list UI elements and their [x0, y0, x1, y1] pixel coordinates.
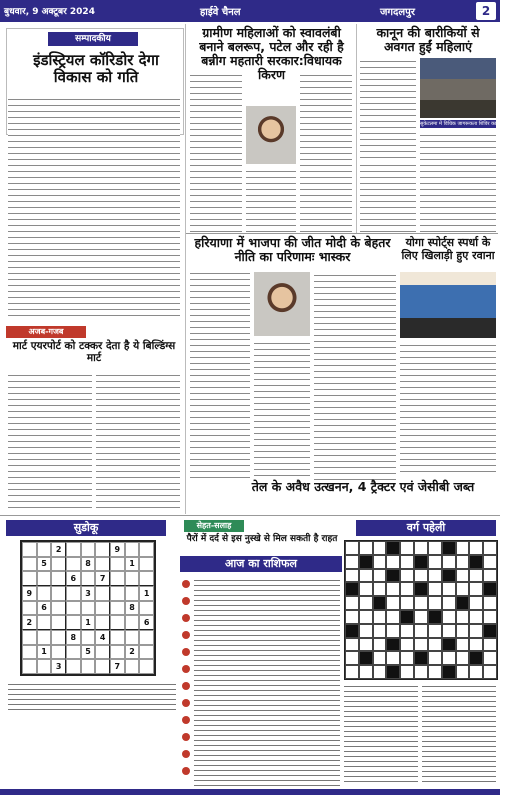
- crossword-cell: [373, 638, 387, 652]
- crossword-cell: [373, 624, 387, 638]
- sudoku-cell: [66, 542, 81, 557]
- lead-body-col3: [300, 72, 352, 232]
- right-body-col3: [360, 162, 416, 232]
- crossword-cell: [359, 610, 373, 624]
- sudoku-cell: [110, 586, 125, 601]
- crossword-cell: [345, 596, 359, 610]
- crossword-cell: [386, 596, 400, 610]
- crossword-cell: [414, 541, 428, 555]
- sudoku-cell: [81, 659, 96, 674]
- sudoku-cell: [51, 601, 66, 616]
- sudoku-cell: [81, 601, 96, 616]
- zodiac-sign-icon: [182, 597, 190, 605]
- editorial-body: [8, 96, 180, 321]
- sudoku-cell: [37, 659, 52, 674]
- right-body-col2: [420, 132, 496, 232]
- sudoku-cell: [37, 615, 52, 630]
- crossword-cell: [414, 582, 428, 596]
- crossword-cell: [456, 624, 470, 638]
- crossword-cell: [456, 582, 470, 596]
- crossword-cell: [414, 610, 428, 624]
- sudoku-cell: 9: [110, 542, 125, 557]
- sudoku-cell: [37, 542, 52, 557]
- sudoku-cell: [139, 571, 154, 586]
- zodiac-sign-icon: [182, 614, 190, 622]
- crossword-cell: [483, 638, 497, 652]
- crossword-cell: [456, 665, 470, 679]
- crossword-cell: [469, 582, 483, 596]
- tractor-headline: तेल के अवैध उत्खनन, 4 ट्रैक्टर एवं जेसीबी जब्त: [251, 479, 475, 494]
- crossword-cell: [359, 541, 373, 555]
- lead-body-col1: [190, 72, 242, 232]
- sudoku-grid: [20, 540, 156, 676]
- crossword-cell: [400, 569, 414, 583]
- yoga-photo: [400, 272, 496, 338]
- ajab-gajab-label: अजब-गजब: [6, 326, 86, 338]
- lead-body-col2: [246, 168, 296, 232]
- crossword-cell: [386, 569, 400, 583]
- crossword-cell: [400, 596, 414, 610]
- section-divider: [0, 515, 500, 516]
- crossword-cell: [428, 596, 442, 610]
- yoga-body: [400, 342, 496, 476]
- sudoku-cell: 5: [37, 557, 52, 572]
- crossword-cell: [373, 569, 387, 583]
- ajab-gajab-body-col1: [8, 372, 92, 512]
- sudoku-cell: [125, 615, 140, 630]
- crossword-cell: [442, 582, 456, 596]
- zodiac-sign-icon: [182, 733, 190, 741]
- crossword-clues-across: [344, 684, 418, 784]
- crossword-cell: [469, 569, 483, 583]
- haryana-body-col2: [254, 340, 310, 480]
- crossword-cell: [456, 569, 470, 583]
- sudoku-cell: [51, 630, 66, 645]
- crossword-cell: [386, 624, 400, 638]
- sudoku-cell: [139, 630, 154, 645]
- crossword-cell: [442, 569, 456, 583]
- zodiac-sign-icon: [182, 580, 190, 588]
- zodiac-sign-icon: [182, 750, 190, 758]
- section-divider: [186, 233, 498, 234]
- sudoku-cell: [95, 615, 110, 630]
- crossword-cell: [428, 651, 442, 665]
- crossword-cell: [442, 541, 456, 555]
- sudoku-cell: 1: [37, 645, 52, 660]
- sudoku-cell: 7: [110, 659, 125, 674]
- crossword-cell: [345, 638, 359, 652]
- sudoku-cell: [95, 601, 110, 616]
- sudoku-cell: 8: [81, 557, 96, 572]
- sudoku-cell: [125, 542, 140, 557]
- crossword-cell: [442, 624, 456, 638]
- crossword-cell: [428, 555, 442, 569]
- haryana-headline: हरियाणा में भाजपा की जीत मोदी के बेहतर नीति का परिणामः भास्कर: [194, 235, 391, 264]
- crossword-cell: [359, 624, 373, 638]
- page-header: [0, 0, 500, 22]
- right-headline: कानून की बारीकियों से अवगत हुईं महिलाएं: [376, 25, 480, 54]
- crossword-cell: [359, 596, 373, 610]
- sudoku-cell: 6: [37, 601, 52, 616]
- lead-photo: [246, 106, 296, 164]
- sudoku-cell: [22, 645, 37, 660]
- zodiac-sign-icon: [182, 716, 190, 724]
- zodiac-sign-icon: [182, 648, 190, 656]
- crossword-cell: [456, 651, 470, 665]
- crossword-cell: [483, 555, 497, 569]
- crossword-cell: [414, 665, 428, 679]
- sudoku-cell: [22, 557, 37, 572]
- crossword-title: वर्ग पहेली: [356, 520, 496, 536]
- crossword-cell: [469, 638, 483, 652]
- sudoku-cell: [110, 557, 125, 572]
- edition-city: जगदलपुर: [380, 7, 415, 18]
- sudoku-cell: [110, 601, 125, 616]
- crossword-cell: [469, 651, 483, 665]
- crossword-cell: [400, 651, 414, 665]
- zodiac-sign-icon: [182, 665, 190, 673]
- sudoku-cell: 6: [66, 571, 81, 586]
- crossword-cell: [386, 555, 400, 569]
- sudoku-cell: [22, 601, 37, 616]
- crossword-cell: [386, 651, 400, 665]
- issue-date: बुधवार, 9 अक्टूबर 2024: [4, 7, 95, 17]
- crossword-cell: [373, 665, 387, 679]
- crossword-cell: [469, 541, 483, 555]
- sudoku-cell: [139, 557, 154, 572]
- sudoku-cell: [22, 571, 37, 586]
- crossword-cell: [456, 610, 470, 624]
- crossword-cell: [414, 651, 428, 665]
- sehat-salah-headline: पैरों में दर्द से इस नुस्खे से मिल सकती है राहत: [186, 534, 338, 544]
- crossword-cell: [414, 569, 428, 583]
- editorial-headline: इंडस्ट्रियल कॉरिडोर देगा विकास को गति: [33, 51, 159, 86]
- sudoku-cell: [66, 586, 81, 601]
- sudoku-cell: [125, 659, 140, 674]
- crossword-cell: [345, 665, 359, 679]
- sudoku-cell: [51, 645, 66, 660]
- sudoku-cell: 3: [81, 586, 96, 601]
- crossword-cell: [345, 582, 359, 596]
- crossword-cell: [373, 582, 387, 596]
- crossword-cell: [428, 624, 442, 638]
- crossword-cell: [442, 610, 456, 624]
- crossword-cell: [483, 541, 497, 555]
- yoga-headline: योगा स्पोर्ट्स स्पर्धा के लिए खिलाड़ी हुए रवाना: [401, 236, 495, 262]
- sudoku-cell: [66, 659, 81, 674]
- sudoku-cell: [125, 571, 140, 586]
- crossword-cell: [456, 555, 470, 569]
- crossword-cell: [483, 582, 497, 596]
- crossword-cell: [400, 541, 414, 555]
- crossword-cell: [373, 610, 387, 624]
- crossword-cell: [428, 610, 442, 624]
- crossword-cell: [483, 596, 497, 610]
- sudoku-cell: 9: [22, 586, 37, 601]
- haryana-body-col3: [314, 272, 396, 480]
- sudoku-cell: [37, 630, 52, 645]
- zodiac-sign-icon: [182, 682, 190, 690]
- crossword-cell: [483, 569, 497, 583]
- sudoku-cell: [51, 571, 66, 586]
- zodiac-sign-icon: [182, 699, 190, 707]
- sudoku-cell: [81, 542, 96, 557]
- horoscope-body: [194, 578, 340, 786]
- crossword-cell: [442, 638, 456, 652]
- crossword-cell: [400, 610, 414, 624]
- crossword-cell: [386, 582, 400, 596]
- right-body-col1: [360, 58, 416, 158]
- sudoku-cell: [95, 659, 110, 674]
- crossword-cell: [373, 541, 387, 555]
- sudoku-cell: [110, 645, 125, 660]
- page-number: 2: [476, 2, 496, 20]
- sudoku-cell: [139, 645, 154, 660]
- footer-strip: [0, 789, 500, 795]
- right-photo: [420, 58, 496, 118]
- crossword-cell: [400, 582, 414, 596]
- haryana-photo: [254, 272, 310, 336]
- crossword-cell: [414, 555, 428, 569]
- sudoku-cell: [66, 601, 81, 616]
- sudoku-cell: [66, 645, 81, 660]
- sehat-salah-label: सेहत-सलाह: [184, 520, 244, 532]
- crossword-grid: [344, 540, 498, 680]
- crossword-cell: [428, 541, 442, 555]
- crossword-cell: [456, 541, 470, 555]
- crossword-cell: [359, 651, 373, 665]
- sudoku-cell: [37, 586, 52, 601]
- sudoku-cell: [37, 571, 52, 586]
- crossword-cell: [469, 665, 483, 679]
- crossword-clues-down: [422, 684, 496, 784]
- sudoku-cell: [139, 659, 154, 674]
- sudoku-cell: 8: [66, 630, 81, 645]
- crossword-cell: [469, 596, 483, 610]
- horoscope-title: आज का राशिफल: [180, 556, 342, 572]
- sudoku-cell: [110, 630, 125, 645]
- lead-headline: ग्रामीण महिलाओं को स्वावलंबी बनाने बलरूप, पटेल और रही है बन्नीग महतारी सरकार:विधायक किरण: [199, 25, 344, 82]
- sudoku-cell: [125, 586, 140, 601]
- crossword-cell: [414, 638, 428, 652]
- crossword-cell: [345, 555, 359, 569]
- sudoku-cell: [110, 615, 125, 630]
- haryana-body-col1: [190, 270, 250, 480]
- sudoku-cell: [51, 615, 66, 630]
- crossword-cell: [386, 665, 400, 679]
- crossword-cell: [442, 555, 456, 569]
- crossword-cell: [456, 638, 470, 652]
- crossword-cell: [414, 596, 428, 610]
- crossword-cell: [345, 651, 359, 665]
- sudoku-cell: 4: [95, 630, 110, 645]
- column-rule: [356, 24, 357, 234]
- crossword-cell: [373, 596, 387, 610]
- crossword-cell: [469, 555, 483, 569]
- sudoku-cell: 6: [139, 615, 154, 630]
- sudoku-cell: [51, 586, 66, 601]
- crossword-cell: [345, 624, 359, 638]
- column-rule: [185, 24, 186, 514]
- crossword-cell: [483, 624, 497, 638]
- crossword-cell: [400, 665, 414, 679]
- sudoku-cell: 2: [51, 542, 66, 557]
- crossword-cell: [428, 569, 442, 583]
- sudoku-cell: [95, 542, 110, 557]
- sudoku-cell: 2: [125, 645, 140, 660]
- crossword-cell: [456, 596, 470, 610]
- sudoku-cell: 1: [125, 557, 140, 572]
- sudoku-cell: [66, 615, 81, 630]
- sudoku-cell: 5: [81, 645, 96, 660]
- sudoku-cell: [81, 630, 96, 645]
- crossword-cell: [386, 638, 400, 652]
- sudoku-cell: [66, 557, 81, 572]
- sudoku-cell: 1: [81, 615, 96, 630]
- sudoku-instructions: [8, 682, 176, 710]
- sudoku-title: सुडोकू: [6, 520, 166, 536]
- sudoku-cell: [110, 571, 125, 586]
- sudoku-cell: [51, 557, 66, 572]
- crossword-cell: [359, 555, 373, 569]
- sudoku-cell: 1: [139, 586, 154, 601]
- crossword-cell: [373, 555, 387, 569]
- sudoku-cell: 3: [51, 659, 66, 674]
- crossword-cell: [359, 582, 373, 596]
- crossword-cell: [442, 596, 456, 610]
- sudoku-cell: 7: [95, 571, 110, 586]
- crossword-cell: [400, 555, 414, 569]
- crossword-cell: [483, 651, 497, 665]
- crossword-cell: [428, 638, 442, 652]
- crossword-cell: [359, 665, 373, 679]
- crossword-cell: [469, 624, 483, 638]
- zodiac-sign-icon: [182, 631, 190, 639]
- right-photo-caption: सुकेटलमा में विधिक जागरूकता शिविर का आयोजन: [420, 121, 514, 127]
- sudoku-cell: [22, 630, 37, 645]
- crossword-cell: [400, 638, 414, 652]
- crossword-cell: [442, 665, 456, 679]
- crossword-cell: [400, 624, 414, 638]
- crossword-cell: [345, 610, 359, 624]
- crossword-cell: [386, 610, 400, 624]
- ajab-gajab-body-col2: [96, 372, 180, 512]
- paper-name: हाईवे चैनल: [200, 7, 241, 18]
- editorial-tag: सम्पादकीय: [48, 32, 138, 46]
- crossword-cell: [483, 665, 497, 679]
- crossword-cell: [428, 665, 442, 679]
- sudoku-cell: [95, 557, 110, 572]
- crossword-cell: [386, 541, 400, 555]
- crossword-cell: [442, 651, 456, 665]
- crossword-cell: [359, 638, 373, 652]
- sudoku-cell: [125, 630, 140, 645]
- sudoku-cell: [139, 542, 154, 557]
- sudoku-cell: 2: [22, 615, 37, 630]
- crossword-cell: [414, 624, 428, 638]
- sudoku-cell: [139, 601, 154, 616]
- crossword-cell: [373, 651, 387, 665]
- sudoku-cell: [95, 645, 110, 660]
- sudoku-cell: [22, 659, 37, 674]
- crossword-cell: [345, 569, 359, 583]
- sudoku-cell: [81, 571, 96, 586]
- sudoku-cell: [95, 586, 110, 601]
- zodiac-sign-icon: [182, 767, 190, 775]
- crossword-cell: [469, 610, 483, 624]
- sudoku-cell: [22, 542, 37, 557]
- crossword-cell: [359, 569, 373, 583]
- crossword-cell: [345, 541, 359, 555]
- crossword-cell: [483, 610, 497, 624]
- sudoku-cell: 8: [125, 601, 140, 616]
- ajab-gajab-headline: मार्ट एयरपोर्ट को टक्कर देता है ये बिल्डिंग्स मार्ट: [12, 340, 176, 364]
- crossword-cell: [428, 582, 442, 596]
